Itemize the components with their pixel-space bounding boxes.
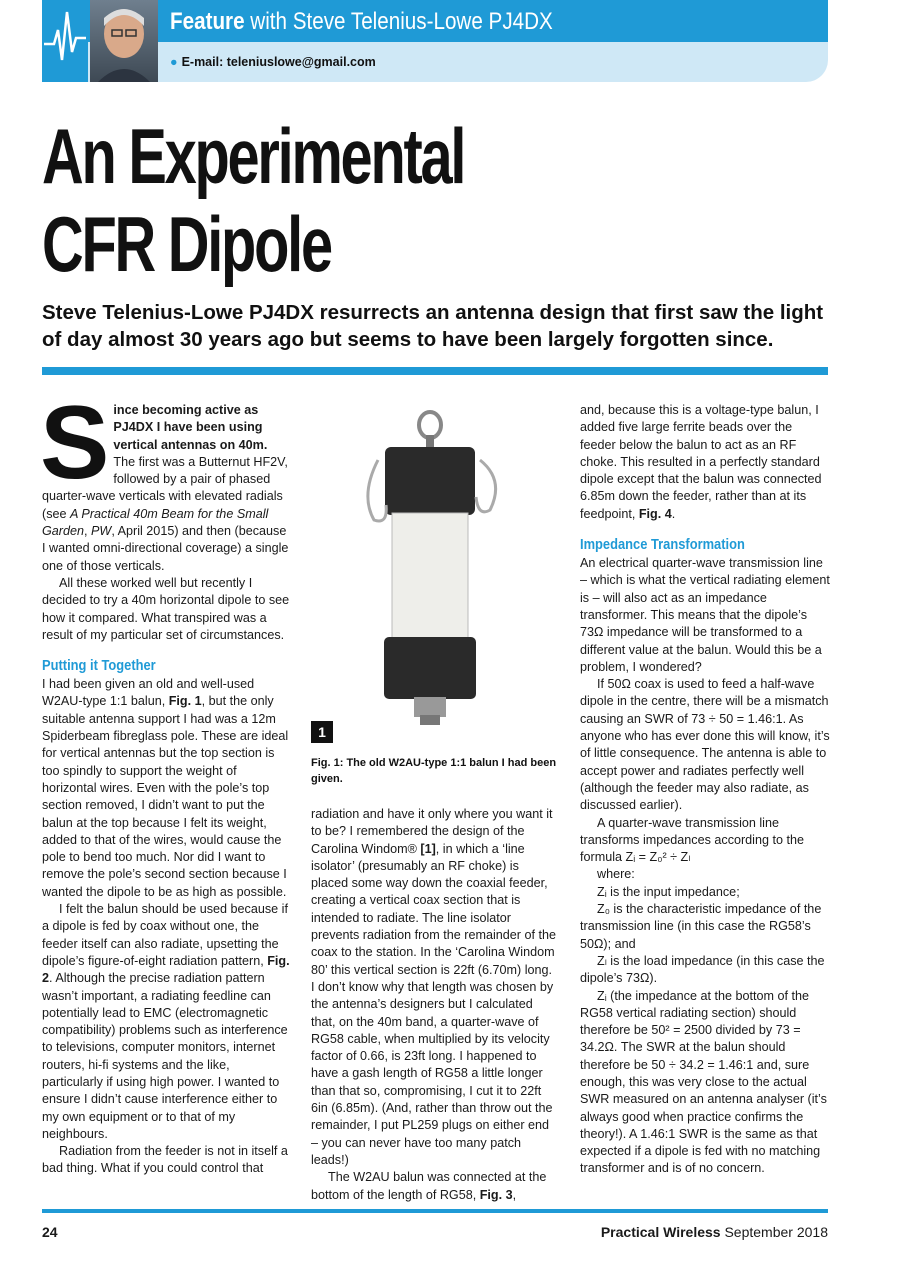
paragraph-intro [40, 385, 290, 575]
fig-ref: Fig. 3 [479, 1187, 513, 1202]
feature-word: Feature [170, 8, 245, 35]
text: I felt the balun should be used because if a dipole is fed by coax without one, the feeder itself can also radiate, upsetting the dipole’s figure-of-eight radiation pattern, [42, 902, 288, 968]
fig-ref: Fig. 4 [638, 506, 672, 521]
publication-name: Practical Wireless [600, 1224, 721, 1240]
title-line-1: An Experimental [42, 112, 465, 200]
feature-header-title [170, 8, 553, 36]
drop-cap: S [40, 385, 110, 501]
paragraph: Zᵢ (the impedance at the bottom of the RG58 vertical radiating section) should therefore be 50² = 2500 divided by 73 = 34.2Ω. The SWR at the balun should therefore be 50 ÷ 34.2 = 1.46:1 and, sure enough, this was very close to the actual SWR measured on an antenna analyser (it’s always good when practice confirms the theory!). A 1.46:1 SWR is the same as that expected if a dipole is fed with no matching transformer and is of no concern. [580, 988, 827, 1176]
author-email-text[interactable]: E-mail: teleniuslowe@gmail.com [181, 55, 376, 69]
balun-icon [340, 405, 530, 730]
page-number: 24 [42, 1224, 58, 1240]
text: , April 2015) and then (because I wanted omni-directional coverage) a single one of those verticals. [42, 524, 289, 573]
lead-text: ince becoming active as PJ4DX I have been using vertical antennas on 40m. [113, 403, 268, 452]
standfirst: Steve Telenius-Lowe PJ4DX resurrects an antenna design that first saw the light of day almost 30 years ago but seems to have been largely forgotten since. [42, 301, 824, 351]
paragraph [580, 815, 830, 867]
text: , [84, 524, 92, 539]
where-label: where: [597, 867, 635, 882]
waveform-icon [42, 0, 88, 82]
paragraph [580, 402, 830, 523]
text: . Although the precise radiation pattern wasn’t important, a radiating feedline can potentially lead to EMC (electromagnetic compatibility) problems such as interference to televisions, computer monitors, internet routers, hi-fi systems and the like, particularly if using high power. I wanted to ensure I didn’t cause interference either to my own equipment or to that of my neighbours. [42, 971, 288, 1141]
column-3 [580, 402, 830, 1178]
figure-caption: Fig. 1: The old W2AU-type 1:1 balun I had been given. [311, 757, 557, 785]
text: , but the only suitable antenna support I had was a 12m Spiderbeam fibreglass pole. These are ideal for vertical antennas but the top section is too spindly to support the weight of horizontal wires. Even with the pole’s top section removed, I didn’t want to put the balun at the top because I felt its weight, added to that of the wires, would cause the pole to bend too much. Nor did I want to remove the pole’s second section because I wanted the dipole to be as high as possible. [42, 694, 289, 899]
reference-marker: [1] [420, 841, 436, 856]
definition: Zᵢ is the input impedance; [597, 884, 740, 899]
bullet-icon: ● [170, 55, 178, 69]
subhead-impedance-transformation: Impedance Transformation [580, 536, 745, 554]
paragraph [42, 901, 290, 1143]
reference-title: A Practical 40m Beam for the Small Garden [42, 506, 269, 539]
paragraph: An electrical quarter-wave transmission line – which is what the vertical radiating element is – will also act as an impedance transformer. This means that the dipole’s 73Ω impedance will be transformed to a different value at the balun. Would this be a problem, I wondered? [580, 556, 830, 674]
column-1 [40, 385, 290, 1178]
paragraph [311, 1169, 559, 1204]
publication-footer [601, 1224, 828, 1240]
text: A quarter-wave transmission line transforms impedances according to the formula [580, 815, 805, 865]
definition: Z₀ is the characteristic impedance of the transmission line (in this case the RG58’s 50Ω); and [580, 902, 822, 951]
text: . [671, 506, 676, 521]
text: and, because this is a voltage-type balun, I added five large ferrite beads over the feeder below the balun to act as an RF choke. This resulted in a perfectly standard dipole except that the balun was connected 6.85m down the feeder, rather than at its feedpoint, [580, 403, 822, 521]
pw-ref: PW [91, 524, 112, 539]
text: The first was a Butternut HF2V, followed by a pair of phased quarter-wave verticals with elevated radials (see [42, 454, 288, 521]
header-email-band [42, 42, 828, 82]
author-photo [90, 0, 158, 82]
author-email[interactable] [170, 55, 376, 69]
issue-date: September 2018 [724, 1224, 828, 1240]
article-title [42, 112, 464, 288]
fig-ref: Fig. 1 [168, 694, 202, 709]
text: , in which a ‘line isolator’ (presumably an RF choke) is placed some way down the coaxial feeder, creating a vertical coax section that is intended to radiate. The line isolator prevents radiation from the remainder of the coax to the station. In the ‘Carolina Windom 80’ this vertical section is 22ft (6.70m) long. I don’t know why that length was chosen by the antenna’s designers but I calculated that, on the 40m band, a quarter-wave of RG58 cable, when multiplied by its velocity factor of 0.66, is 23ft long. I happened to have a gash length of RG58 a little longer than that so, compromising, I cut it to 22ft 6in (6.85m). (And, rather than throw out the remainder, I put PL259 plugs on either end – you can never have too many patch leads!) [311, 841, 557, 1167]
feature-author: with Steve Telenius-Lowe PJ4DX [244, 8, 553, 35]
waveform-logo [42, 0, 88, 82]
subhead-putting-it-together: Putting it Together [42, 657, 156, 675]
paragraph: Radiation from the feeder is not in itself a bad thing. What if you could control that [42, 1144, 288, 1176]
figure-1-photo [340, 405, 530, 730]
title-line-2: CFR Dipole [42, 200, 331, 288]
text: I had been given an old and well-used W2AU-type 1:1 balun, [42, 677, 255, 709]
text: , [512, 1187, 517, 1202]
text: The W2AU balun was connected at the bottom of the length of RG58, [311, 1170, 547, 1202]
paragraph: All these worked well but recently I decided to try a 40m horizontal dipole to see how it compared. What transpired was a result of my particular set of circumstances. [42, 575, 290, 642]
footer-rule [42, 1209, 828, 1213]
paragraph: If 50Ω coax is used to feed a half-wave dipole in the centre, there will be a mismatch causing an SWR of 73 ÷ 50 = 1.46:1. As anyone who has ever done this will know, it’s of little consequence. The antenna is able to accept power and radiates perfectly well (although the feeder may also radiate, as discussed earlier). [580, 677, 830, 813]
text: radiation and have it only where you want it to be? I remembered the design of the Carolina Windom® [311, 807, 553, 856]
figure-number: 1 [311, 721, 333, 743]
paragraph [311, 806, 559, 1169]
title-rule [42, 367, 828, 375]
paragraph [42, 676, 290, 901]
column-2 [311, 806, 559, 1204]
definition: Zₗ is the load impedance (in this case the dipole’s 73Ω). [580, 953, 825, 986]
author-portrait-icon [90, 0, 158, 82]
formula: Zᵢ = Z₀² ÷ Zₗ [625, 850, 691, 865]
fig-ref: Fig. 2 [42, 953, 290, 986]
